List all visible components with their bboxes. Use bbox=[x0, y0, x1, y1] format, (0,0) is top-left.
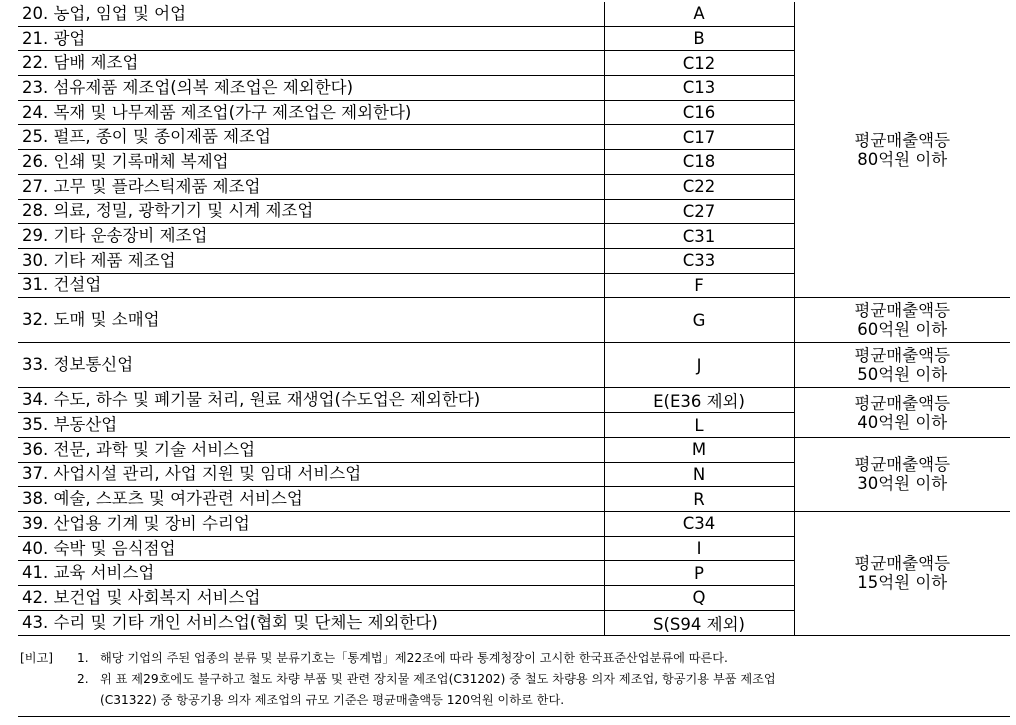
industry-name: 24. 목재 및 나무제품 제조업(가구 제조업은 제외한다) bbox=[18, 100, 604, 125]
standard-value: 50억원 이하 bbox=[857, 365, 948, 385]
industry-code: C13 bbox=[604, 76, 794, 101]
standard-label: 평균매출액등 bbox=[854, 301, 951, 321]
industry-name: 33. 정보통신업 bbox=[18, 343, 604, 388]
industry-name: 22. 담배 제조업 bbox=[18, 51, 604, 76]
industry-code: E(E36 제외) bbox=[604, 388, 794, 413]
industry-code: R bbox=[604, 487, 794, 512]
table-row bbox=[18, 437, 1010, 462]
industry-code: C18 bbox=[604, 150, 794, 175]
industry-name: 27. 고무 및 플라스틱제품 제조업 bbox=[18, 174, 604, 199]
table-row bbox=[18, 512, 1010, 537]
industry-code: S(S94 제외) bbox=[604, 610, 794, 635]
size-standard bbox=[794, 298, 1010, 343]
remark-text: 위 표 제29호에도 불구하고 철도 차량 부품 및 관련 장치물 제조업(C31202) 중 철도 차량용 의자 제조업, 항공기용 부품 제조업 bbox=[100, 672, 776, 686]
industry-code: C16 bbox=[604, 100, 794, 125]
remark-number: 1. bbox=[77, 651, 89, 665]
standard-value: 30억원 이하 bbox=[857, 474, 948, 494]
remark-text-continued: (C31322) 중 항공기용 의자 제조업의 규모 기준은 평균매출액등 120억원 이하로 한다. bbox=[100, 693, 565, 707]
remark-item bbox=[20, 669, 1010, 690]
industry-code: C27 bbox=[604, 199, 794, 224]
industry-code: G bbox=[604, 298, 794, 343]
industry-name: 29. 기타 운송장비 제조업 bbox=[18, 224, 604, 249]
industry-code: B bbox=[604, 26, 794, 51]
industry-code: F bbox=[604, 273, 794, 298]
size-standard bbox=[794, 2, 1010, 298]
industry-name: 35. 부동산업 bbox=[18, 413, 604, 438]
size-standard bbox=[794, 512, 1010, 636]
industry-name: 36. 전문, 과학 및 기술 서비스업 bbox=[18, 437, 604, 462]
standard-value: 60억원 이하 bbox=[857, 320, 948, 340]
industry-size-table bbox=[18, 2, 1010, 636]
industry-code: P bbox=[604, 561, 794, 586]
remark-number: 2. bbox=[77, 672, 89, 686]
industry-name: 42. 보건업 및 사회복지 서비스업 bbox=[18, 586, 604, 611]
industry-name: 31. 건설업 bbox=[18, 273, 604, 298]
industry-name: 40. 숙박 및 음식점업 bbox=[18, 536, 604, 561]
standard-value: 40억원 이하 bbox=[857, 412, 948, 432]
industry-code: C31 bbox=[604, 224, 794, 249]
industry-code: C12 bbox=[604, 51, 794, 76]
table-row bbox=[18, 298, 1010, 343]
remarks-tag: [비고] bbox=[20, 651, 54, 665]
industry-code: C17 bbox=[604, 125, 794, 150]
industry-name: 38. 예술, 스포츠 및 여가관련 서비스업 bbox=[18, 487, 604, 512]
industry-name: 34. 수도, 하수 및 폐기물 처리, 원료 재생업(수도업은 제외한다) bbox=[18, 388, 604, 413]
industry-name: 32. 도매 및 소매업 bbox=[18, 298, 604, 343]
standard-label: 평균매출액등 bbox=[854, 455, 951, 475]
remark-text: 해당 기업의 주된 업종의 분류 및 분류기호는「통계법」제22조에 따라 통계청장이 고시한 한국표준산업분류에 따른다. bbox=[100, 651, 728, 665]
size-standard bbox=[794, 343, 1010, 388]
standard-value: 80억원 이하 bbox=[857, 149, 948, 169]
industry-name: 28. 의료, 정밀, 광학기기 및 시계 제조업 bbox=[18, 199, 604, 224]
bottom-divider bbox=[18, 716, 1010, 717]
industry-name: 37. 사업시설 관리, 사업 지원 및 임대 서비스업 bbox=[18, 462, 604, 487]
standard-label: 평균매출액등 bbox=[854, 130, 951, 150]
industry-name: 21. 광업 bbox=[18, 26, 604, 51]
industry-code: J bbox=[604, 343, 794, 388]
remark-item bbox=[20, 648, 1010, 669]
industry-code: C22 bbox=[604, 174, 794, 199]
remarks-section bbox=[20, 648, 1010, 711]
industry-code: Q bbox=[604, 586, 794, 611]
industry-code: C34 bbox=[604, 512, 794, 537]
industry-name: 20. 농업, 임업 및 어업 bbox=[18, 2, 604, 26]
industry-code: L bbox=[604, 413, 794, 438]
table-row bbox=[18, 388, 1010, 413]
industry-name: 39. 산업용 기계 및 장비 수리업 bbox=[18, 512, 604, 537]
industry-code: M bbox=[604, 437, 794, 462]
remark-continuation bbox=[20, 690, 1010, 711]
standard-value: 15억원 이하 bbox=[857, 573, 948, 593]
industry-name: 43. 수리 및 기타 개인 서비스업(협회 및 단체는 제외한다) bbox=[18, 610, 604, 635]
table-row bbox=[18, 2, 1010, 26]
size-standard bbox=[794, 437, 1010, 511]
industry-code: C33 bbox=[604, 248, 794, 273]
industry-name: 23. 섬유제품 제조업(의복 제조업은 제외한다) bbox=[18, 76, 604, 101]
industry-name: 25. 펄프, 종이 및 종이제품 제조업 bbox=[18, 125, 604, 150]
industry-code: N bbox=[604, 462, 794, 487]
table-row bbox=[18, 343, 1010, 388]
industry-name: 41. 교육 서비스업 bbox=[18, 561, 604, 586]
standard-label: 평균매출액등 bbox=[854, 393, 951, 413]
standard-label: 평균매출액등 bbox=[854, 346, 951, 366]
industry-code: I bbox=[604, 536, 794, 561]
industry-name: 30. 기타 제품 제조업 bbox=[18, 248, 604, 273]
standard-label: 평균매출액등 bbox=[854, 554, 951, 574]
industry-name: 26. 인쇄 및 기록매체 복제업 bbox=[18, 150, 604, 175]
size-standard bbox=[794, 388, 1010, 438]
industry-code: A bbox=[604, 2, 794, 26]
